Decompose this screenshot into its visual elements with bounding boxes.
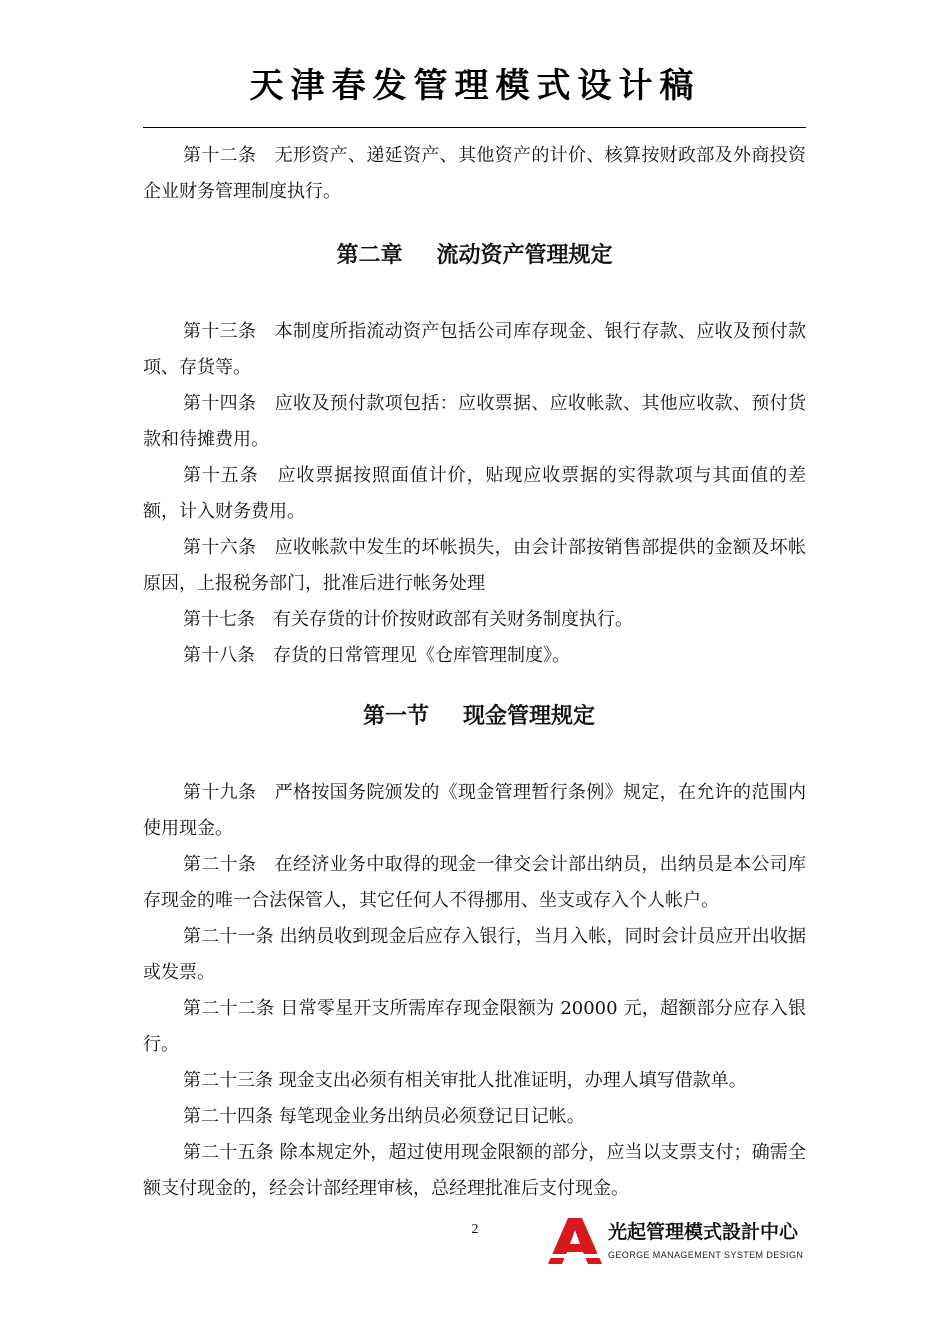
article-17: 第十七条 有关存货的计价按财政部有关财务制度执行。 (183, 609, 633, 630)
header-divider (143, 127, 806, 128)
company-logo (546, 1216, 808, 1266)
logo-a-mark-icon (546, 1216, 604, 1266)
section-title: 现金管理规定 (463, 704, 596, 729)
article-24: 第二十四条 每笔现金业务出纳员必须登记日记帐。 (183, 1106, 585, 1127)
logo-title: 光起管理模式設計中心 (608, 1221, 799, 1243)
section-number: 第一节 (363, 704, 430, 729)
document-body (143, 138, 806, 1207)
section-heading (143, 700, 806, 734)
chapter-number: 第二章 (336, 243, 403, 268)
chapter-heading (143, 239, 806, 273)
article-20: 第二十条 在经济业务中取得的现金一律交会计部出纳员，出纳员是本公司库存现金的唯一合法保管人，其它任何人不得挪用、坐支或存入个人帐户。 (143, 854, 806, 911)
chapter-title: 流动资产管理规定 (436, 243, 613, 268)
article-14: 第十四条 应收及预付款项包括：应收票据、应收帐款、其他应收款、预付货款和待摊费用。 (143, 393, 806, 450)
page-number: 2 (471, 1222, 479, 1237)
article-15: 第十五条 应收票据按照面值计价，贴现应收票据的实得款项与其面值的差额，计入财务费用。 (143, 465, 806, 522)
article-25: 第二十五条 除本规定外，超过使用现金限额的部分，应当以支票支付；确需全额支付现金的，经会计部经理审核，总经理批准后支付现金。 (143, 1142, 806, 1199)
article-16: 第十六条 应收帐款中发生的坏帐损失，由会计部按销售部提供的金额及坏帐原因，上报税务部门，批准后进行帐务处理 (143, 537, 806, 594)
article-23: 第二十三条 现金支出必须有相关审批人批准证明，办理人填写借款单。 (183, 1070, 747, 1091)
page-header-title: 天津春发管理模式设计稿 (249, 66, 701, 106)
article-13: 第十三条 本制度所指流动资产包括公司库存现金、银行存款、应收及预付款项、存货等。 (143, 321, 806, 378)
logo-subtitle: GEORGE MANAGEMENT SYSTEM DESIGN (608, 1250, 804, 1260)
article-19: 第十九条 严格按国务院颁发的《现金管理暂行条例》规定，在允许的范围内使用现金。 (143, 782, 806, 839)
article-12: 第十二条 无形资产、递延资产、其他资产的计价、核算按财政部及外商投资企业财务管理制度执行。 (143, 145, 806, 202)
article-18: 第十八条 存货的日常管理见《仓库管理制度》。 (183, 645, 570, 666)
article-21: 第二十一条 出纳员收到现金后应存入银行，当月入帐，同时会计员应开出收据或发票。 (143, 926, 806, 983)
article-22: 第二十二条 日常零星开支所需库存现金限额为 20000 元，超额部分应存入银行。 (143, 998, 806, 1055)
